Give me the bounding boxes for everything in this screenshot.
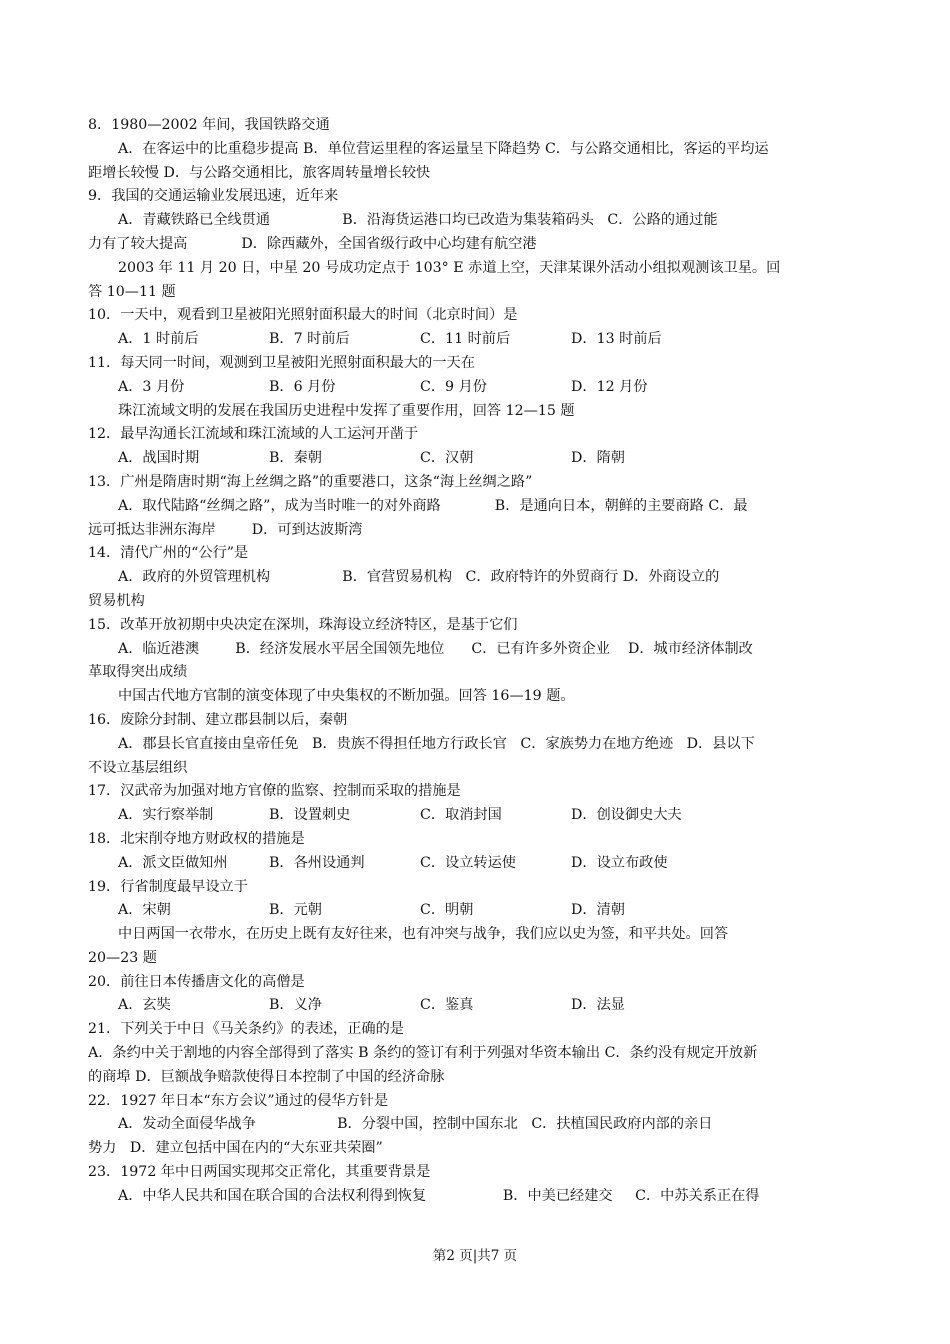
question-21-stem: 21．下列关于中日《马关条约》的表述，正确的是	[88, 1021, 404, 1038]
question-17-stem: 17．汉武帝为加强对地方官僚的监察、控制而采取的措施是	[88, 783, 461, 800]
option-d: D．创设御史大夫	[571, 807, 682, 824]
intro-20-23-line-2: 20—23 题	[88, 949, 157, 966]
question-9-options-line-1: A．青藏铁路已全线贯通 B．沿海货运港口均已改造为集装箱码头 C．公路的通过能	[118, 212, 718, 229]
question-16-options-line-2: 不设立基层组织	[88, 759, 188, 776]
intro-16-19: 中国古代地方官制的演变体现了中央集权的不断加强。回答 16—19 题。	[118, 688, 575, 705]
question-10-stem: 10．一天中，观看到卫星被阳光照射面积最大的时间（北京时间）是	[88, 307, 518, 324]
question-9-options-line-2: 力有了较大提高 D．除西藏外，全国省级行政中心均建有航空港	[88, 235, 537, 252]
question-12-stem: 12．最早沟通长江流域和珠江流域的人工运河开凿于	[88, 426, 419, 443]
question-8-stem: 8．1980—2002 年间，我国铁路交通	[88, 117, 330, 133]
question-8-options-line-2: 距增长较慢 D．与公路交通相比，旅客周转量增长较快	[88, 164, 431, 181]
intro-12-15: 珠江流域文明的发展在我国历史进程中发挥了重要作用，回答 12—15 题	[118, 402, 575, 419]
option-a: A．玄奘	[118, 997, 171, 1014]
question-20-options	[88, 994, 864, 1018]
option-c: C．设立转运使	[420, 854, 516, 871]
option-c: C．11 时前后	[420, 331, 511, 348]
question-16-stem: 16．废除分封制、建立郡县制以后，秦朝	[88, 711, 348, 728]
option-c: C．明朝	[420, 902, 474, 919]
question-14-options-line-2: 贸易机构	[88, 592, 145, 609]
question-16-options-line-1: A．郡县长官直接由皇帝任免 B．贵族不得担任地方行政长官 C．家族势力在地方绝迹 D．县以下	[118, 735, 755, 752]
option-d: D．隋朝	[571, 450, 625, 467]
question-19-stem: 19．行省制度最早设立于	[88, 878, 248, 895]
question-22-options-line-2: 势力 D．建立包括中国在内的“大东亚共荣圈”	[88, 1140, 383, 1157]
question-22-stem: 22．1927 年日本“东方会议”通过的侵华方针是	[88, 1092, 389, 1109]
question-15-options-line-2: 革取得突出成绩	[88, 664, 188, 681]
question-22-options-line-1: A．发动全面侵华战争 B．分裂中国，控制中国东北 C．扶植国民政府内部的亲日	[118, 1116, 713, 1133]
option-b: B．6 月份	[269, 378, 336, 395]
question-23-stem: 23．1972 年中日两国实现邦交正常化，其重要背景是	[88, 1164, 431, 1181]
option-c: C．汉朝	[420, 450, 474, 467]
option-a: A．战国时期	[118, 450, 200, 467]
option-d: D．设立布政使	[571, 854, 668, 871]
question-12-options	[88, 447, 864, 471]
question-15-stem: 15．改革开放初期中央决定在深圳，珠海设立经济特区，是基于它们	[88, 616, 518, 633]
option-a: A．派文臣做知州	[118, 854, 228, 871]
question-21-options-line-1: A．条约中关于割地的内容全部得到了落实 B 条约的签订有利于列强对华资本输出 C．条约没有规定开放新	[88, 1045, 758, 1062]
page-footer-number: 第2 页|共7 页	[432, 1248, 518, 1264]
question-8-options-line-1: A．在客运中的比重稳步提高 B．单位营运里程的客运量呈下降趋势 C．与公路交通相比，客运的平均运	[118, 140, 769, 157]
question-11-stem: 11．每天同一时间，观测到卫星被阳光照射面积最大的一天在	[88, 354, 475, 371]
question-20-stem: 20．前往日本传播唐文化的高僧是	[88, 973, 305, 990]
question-23-options-line-1: A．中华人民共和国在联合国的合法权利得到恢复 B．中美已经建交 C．中苏关系正在得	[118, 1187, 760, 1204]
option-c: C．鉴真	[420, 997, 474, 1014]
question-13-stem: 13．广州是隋唐时期“海上丝绸之路”的重要港口，这条“海上丝绸之路”	[88, 473, 533, 490]
question-14-stem: 14．清代广州的“公行”是	[88, 545, 249, 562]
option-d: D．清朝	[571, 902, 625, 919]
option-c: C．取消封国	[420, 807, 502, 824]
question-11-options	[88, 376, 864, 400]
option-b: B．7 时前后	[269, 331, 350, 348]
option-a: A．实行察举制	[118, 807, 214, 824]
exam-page-body	[88, 114, 864, 1209]
option-b: B．义净	[269, 997, 322, 1014]
option-b: B．元朝	[269, 902, 322, 919]
option-a: A．3 月份	[118, 378, 185, 395]
intro-20-23-line-1: 中日两国一衣带水，在历史上既有友好往来，也有冲突与战争，我们应以史为签，和平共处。回答	[118, 926, 729, 943]
intro-10-11-line-1: 2003 年 11 月 20 日，中星 20 号成功定点于 103° E 赤道上空，天津某课外活动小组拟观测该卫星。回	[118, 259, 781, 276]
option-a: A．1 时前后	[118, 331, 199, 348]
option-b: B．各州设通判	[269, 854, 365, 871]
question-9-stem: 9．我国的交通运输业发展迅速，近年来	[88, 188, 339, 205]
question-21-options-line-2: 的商埠 D．巨额战争赔款使得日本控制了中国的经济命脉	[88, 1068, 445, 1085]
option-d: D．13 时前后	[571, 331, 662, 348]
option-d: D．法显	[571, 997, 625, 1014]
question-19-options	[88, 899, 864, 923]
option-c: C．9 月份	[420, 378, 487, 395]
question-14-options-line-1: A．政府的外贸管理机构 B．官营贸易机构 C．政府特许的外贸商行 D．外商设立的	[118, 569, 720, 586]
question-10-options	[88, 328, 864, 352]
option-d: D．12 月份	[571, 378, 648, 395]
option-a: A．宋朝	[118, 902, 171, 919]
question-18-stem: 18．北宋削夺地方财政权的措施是	[88, 830, 305, 847]
question-17-options	[88, 804, 864, 828]
option-b: B．设置刺史	[269, 807, 351, 824]
option-b: B．秦朝	[269, 450, 322, 467]
question-18-options	[88, 852, 864, 876]
question-13-options-line-2: 远可抵达非洲东海岸 D．可到达波斯湾	[88, 521, 363, 538]
intro-10-11-line-2: 答 10—11 题	[88, 283, 176, 300]
question-15-options-line-1: A．临近港澳 B．经济发展水平居全国领先地位 C．已有许多外资企业 D．城市经济体制改	[118, 640, 753, 657]
question-13-options-line-1: A．取代陆路“丝绸之路”，成为当时唯一的对外商路 B．是通向日本，朝鲜的主要商路 C．最	[118, 497, 748, 514]
